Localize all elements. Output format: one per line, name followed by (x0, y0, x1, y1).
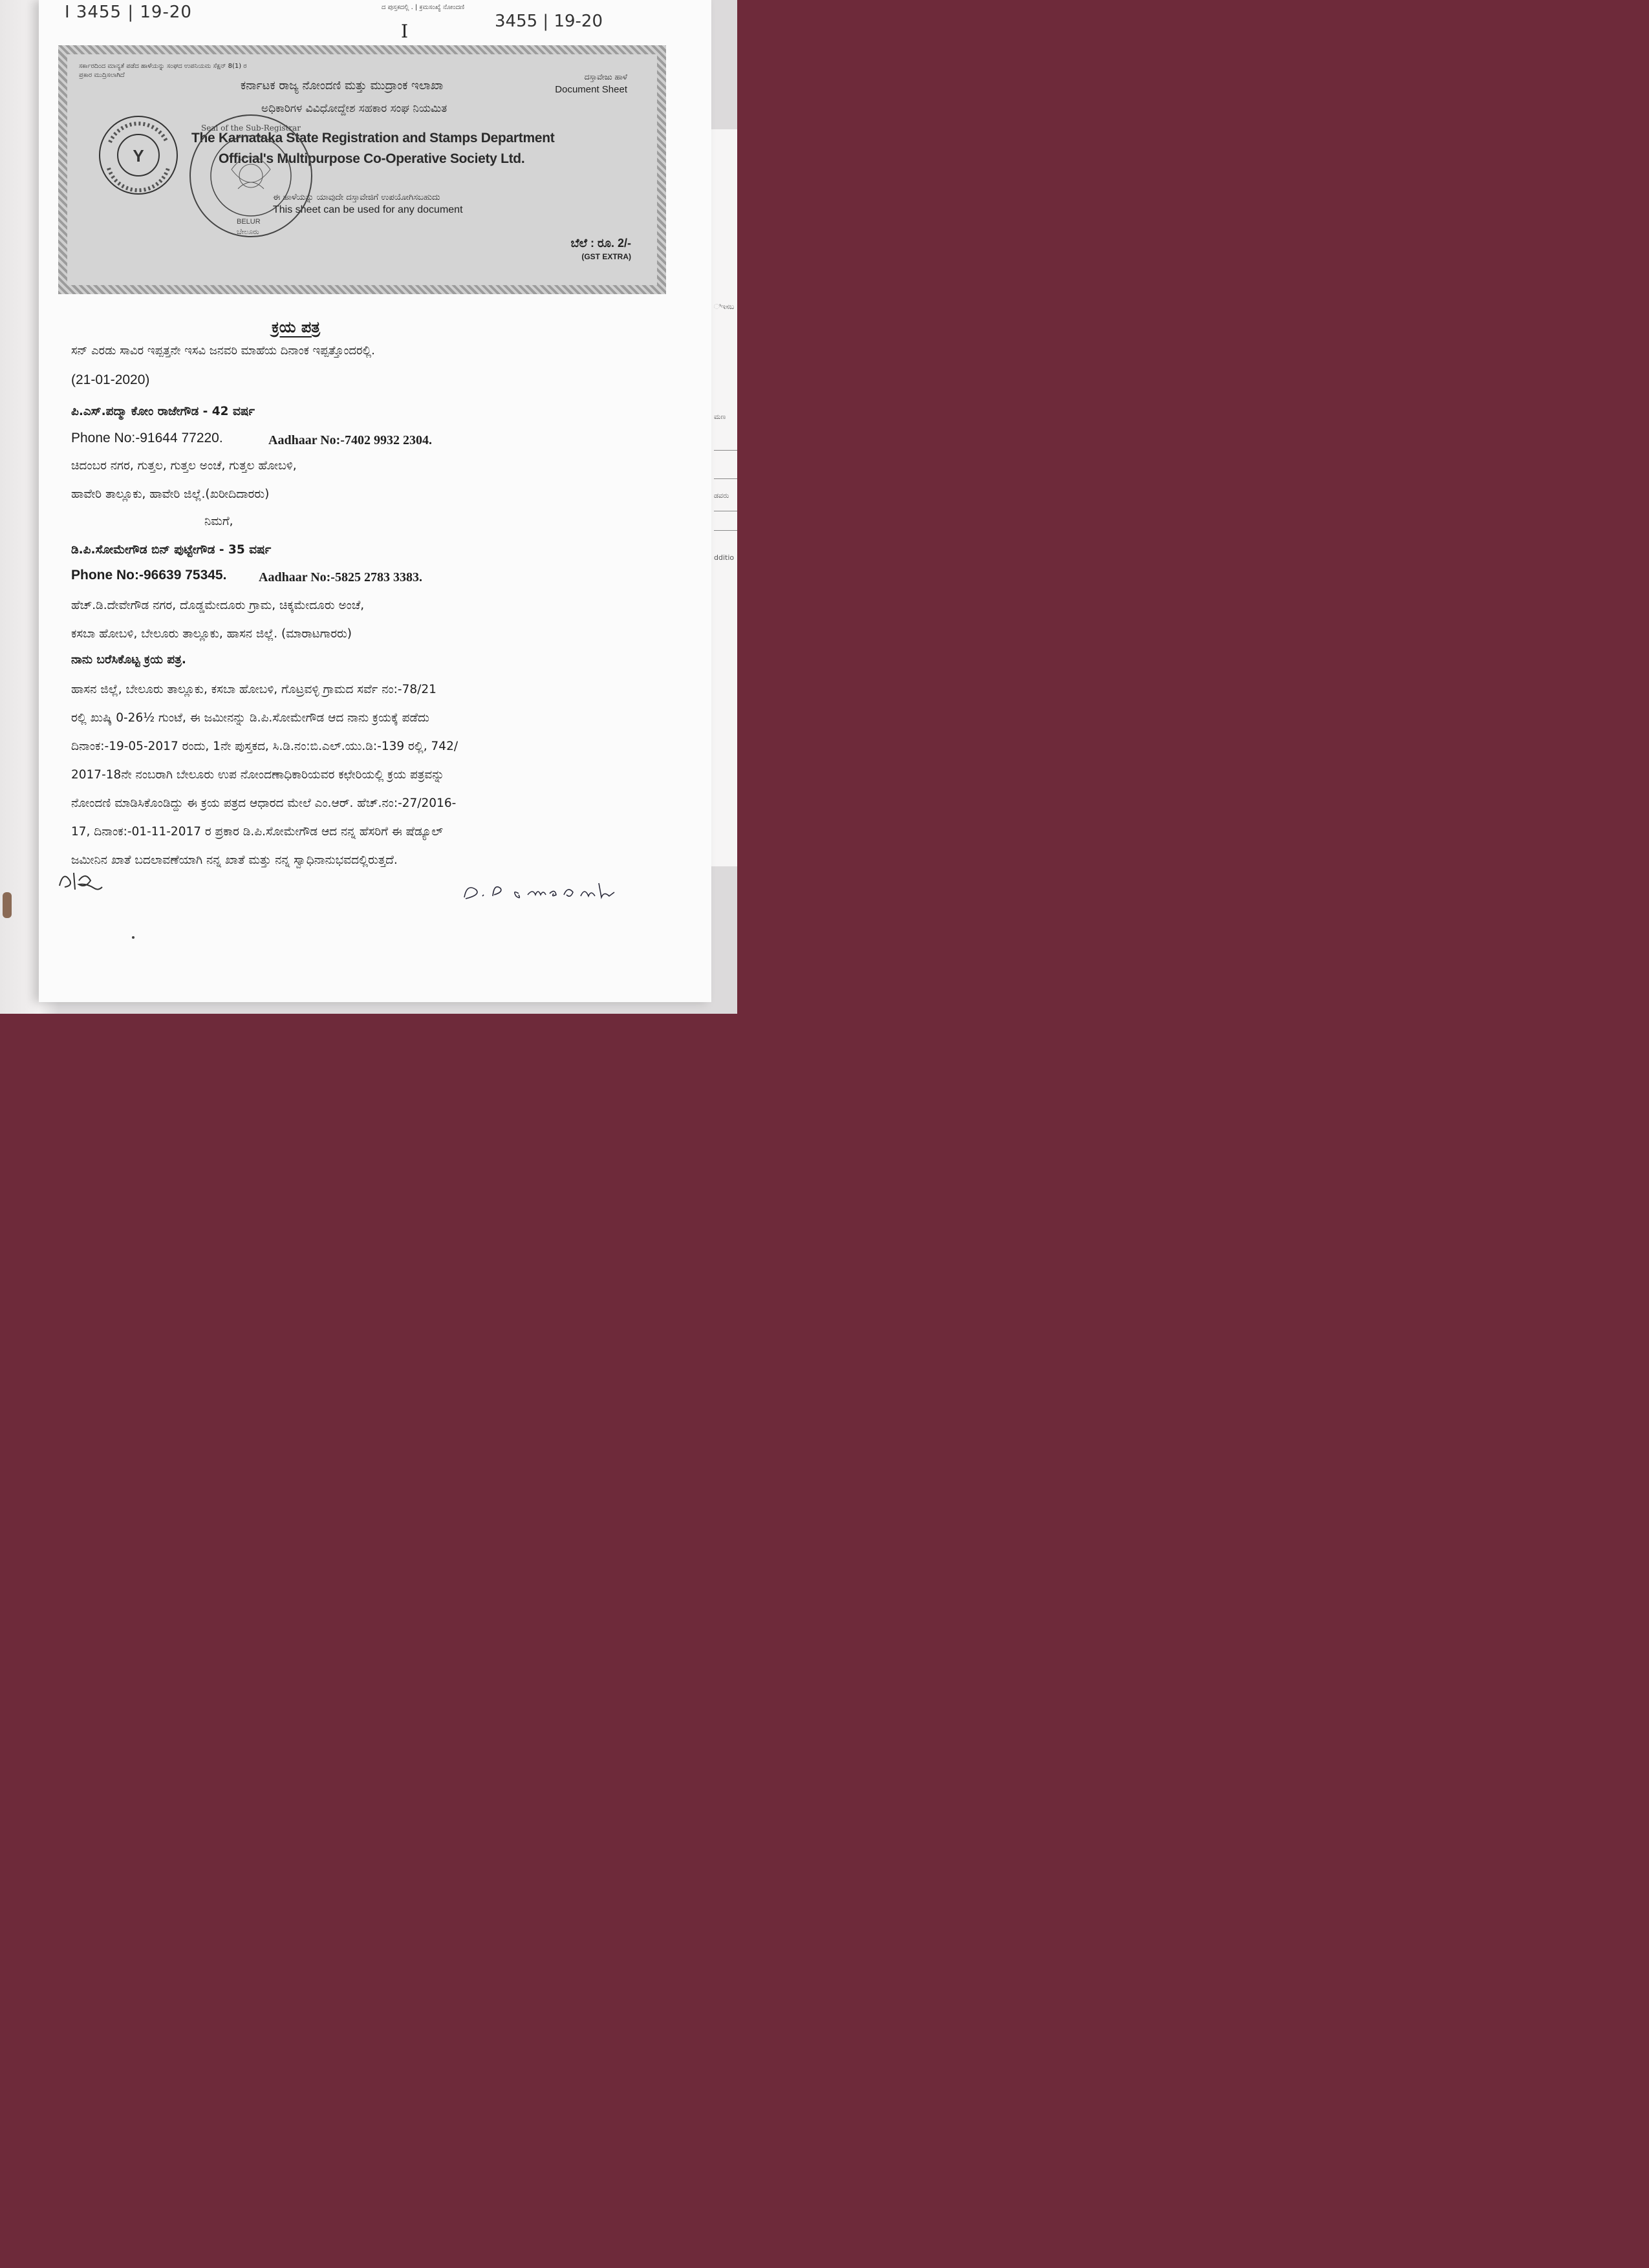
buyer-name: ಪಿ.ಎಸ್.ಪದ್ಮಾ ಕೋಂ ರಾಜೇಗೌಡ - 42 ವರ್ಷ (71, 405, 255, 418)
to-you-label: ನಿಮಗೆ, (204, 515, 233, 528)
buyer-address-1: ಚಿದಂಬರ ನಗರ, ಗುತ್ತಲ, ಗುತ್ತಲ ಅಂಚೆ, ಗುತ್ತಲ ಹೋಬಳಿ, (71, 459, 297, 473)
deed-paragraph-line: 17, ದಿನಾಂಕ:-01-11-2017 ರ ಪ್ರಕಾರ ಡಿ.ಪಿ.ಸೋಮೇಗೌಡ ಆದ ನನ್ನ ಹೆಸರಿಗೆ ಈ ಷೆಡ್ಯೂಲ್ (71, 825, 444, 839)
adjacent-text-fragment: ಮಣ (714, 412, 726, 421)
date-numeric: (21-01-2020) (71, 372, 150, 387)
deed-intro: ನಾನು ಬರೆಸಿಕೊಟ್ಟ ಕ್ರಯ ಪತ್ರ. (71, 653, 186, 667)
adjacent-text-fragment: dditio (714, 553, 735, 562)
usage-note-kannada: ಈ ಹಾಳೆಯನ್ನು ಯಾವುದೇ ದಸ್ತಾವೇಜಿಗೆ ಉಪಯೋಗಿಸಬಹುದು (273, 193, 440, 202)
handwritten-register-number-left: I 3455 | 19-20 (65, 3, 192, 22)
sheet-price: ಬೆಲೆ : ರೂ. 2/- (570, 237, 631, 250)
adjacent-text-fragment: ಡವರು (714, 491, 729, 500)
handwritten-register-number-right: 3455 | 19-20 (495, 12, 603, 31)
paper-speck (132, 936, 135, 939)
date-line: ಸನ್ ಎರಡು ಸಾವಿರ ಇಪ್ಪತ್ತನೇ ಇಸವಿ ಜನವರಿ ಮಾಹೆಯ ದಿನಾಂಕ ಇಪ್ಪತ್ತೊಂದರಲ್ಲಿ. (71, 344, 375, 358)
gst-note: (GST EXTRA) (581, 252, 631, 261)
seller-phone: Phone No:-96639 75345. (71, 568, 227, 583)
seller-signature-icon (460, 877, 622, 905)
buyer-address-2: ಹಾವೇರಿ ತಾಲ್ಲೂಕು, ಹಾವೇರಿ ಜಿಲ್ಲೆ.(ಖರೀದಿದಾರರು) (71, 487, 270, 501)
deed-paragraph-line: 2017-18ನೇ ನಂಬರಾಗಿ ಬೇಲೂರು ಉಪ ನೋಂದಣಾಧಿಕಾರಿಯವರ ಕಛೇರಿಯಲ್ಲಿ ಕ್ರಯ ಪತ್ರವನ್ನು (71, 768, 444, 782)
deed-paragraph-line: ದಿನಾಂಕ:-19-05-2017 ರಂದು, 1ನೇ ಪುಸ್ತಕದ, ಸಿ.ಡಿ.ನಂ:ಬಿ.ಎಲ್.ಯು.ಡಿ:-139 ರಲ್ಲಿ, 742/ (71, 740, 458, 753)
deed-paragraph-line: ಹಾಸನ ಜಿಲ್ಲೆ, ಬೇಲೂರು ತಾಲ್ಲೂಕು, ಕಸಬಾ ಹೋಬಳಿ, ಗೊಟ್ರವಳ್ಳಿ ಗ್ರಾಮದ ಸರ್ವೆ ನಂ:-78/21 (71, 683, 436, 696)
seller-name: ಡಿ.ಪಿ.ಸೋಮೇಗೌಡ ಬಿನ್ ಪುಟ್ಟೇಗೌಡ - 35 ವರ್ಷ (71, 543, 272, 557)
seller-address-2: ಕಸಬಾ ಹೋಬಳಿ, ಬೇಲೂರು ತಾಲ್ಲೂಕು, ಹಾಸನ ಜಿಲ್ಲೆ. (ಮಾರಾಟಗಾರರು) (71, 627, 352, 641)
seal-place: BELUR (237, 218, 261, 226)
deed-paragraph-line: ರಲ್ಲಿ ಖುಷ್ಕಿ 0-26½ ಗುಂಟೆ, ಈ ಜಮೀನನ್ನು ಡಿ.ಪಿ.ಸೋಮೇಗೌಡ ಆದ ನಾನು ಕ್ರಯಕ್ಕೆ ಪಡೆದು (71, 711, 429, 725)
deed-paragraph-line: ಜಮೀನಿನ ಖಾತೆ ಬದಲಾವಣೆಯಾಗಿ ನನ್ನ ಖಾತೆ ಮತ್ತು ನನ್ನ ಸ್ವಾಧಿನಾನುಭವದಲ್ಲಿರುತ್ತದೆ. (71, 853, 398, 867)
adjacent-rule (714, 450, 737, 451)
register-print-label: ದ ಪುಸ್ತಕದಲ್ಲಿ . | ಕ್ರಮಸಂಖ್ಯೆ ನೋಂದಣಿ (382, 4, 465, 11)
adjacent-text-fragment: ಿಇಸಬ (714, 303, 735, 311)
initial-signature-icon (56, 864, 114, 896)
book-number: I (401, 21, 409, 42)
stamp-paper-banner (58, 45, 666, 294)
usage-note: This sheet can be used for any document (273, 204, 463, 215)
adjacent-rule (714, 530, 737, 531)
banner-legal-note: ಸರ್ಕಾರದಿಂದ ಮಾನ್ಯತೆ ಪಡೆದ ಹಾಳೆಯನ್ನು ಸಂಘದ ಉಪನಿಯಮ ಸೆಕ್ಷನ್ 8(1) ರ ಪ್ರಕಾರ ಮುದ್ರಿಸಲಾಗಿದೆ (79, 63, 247, 79)
seal-text: Seal of the Sub-Registrar (200, 123, 301, 133)
sub-registrar-seal-icon (186, 111, 316, 241)
document-sheet-label-kannada: ದಸ್ತಾವೇಜು ಹಾಳೆ (584, 72, 627, 81)
seal-letter: Y (133, 146, 144, 166)
paper-stain (3, 892, 12, 918)
adjacent-sheet (711, 129, 737, 866)
seal-place-kannada: ಬೇಲೂರು (237, 228, 259, 236)
banner-kannada-title: ಕರ್ನಾಟಕ ರಾಜ್ಯ ನೋಂದಣಿ ಮತ್ತು ಮುದ್ರಾಂಕ ಇಲಾಖಾ (241, 79, 444, 92)
banner-kannada-subtitle: ಅಧಿಕಾರಿಗಳ ವಿವಿಧೋದ್ದೇಶ ಸಹಕಾರ ಸಂಘ ನಿಯಮಿತ (261, 102, 447, 115)
banner-english-title: The Karnataka State Registration and Stamps Department (191, 131, 555, 145)
document-sheet-label: Document Sheet (555, 84, 627, 95)
page-title: ಕ್ರಯ ಪತ್ರ (272, 318, 320, 336)
banner-english-subtitle: Official's Multipurpose Co-Operative Society Ltd. (219, 151, 525, 166)
society-seal-icon (97, 114, 180, 197)
buyer-aadhaar: Aadhaar No:-7402 9932 2304. (268, 433, 432, 447)
seller-aadhaar: Aadhaar No:-5825 2783 3383. (259, 570, 422, 584)
deed-paragraph-line: ನೋಂದಣಿ ಮಾಡಿಸಿಕೊಂಡಿದ್ದು ಈ ಕ್ರಯ ಪತ್ರದ ಆಧಾರದ ಮೇಲೆ ಎಂ.ಆರ್. ಹೆಚ್.ನಂ:-27/2016- (71, 797, 457, 810)
adjacent-rule (714, 478, 737, 479)
seller-address-1: ಹೆಚ್.ಡಿ.ದೇವೇಗೌಡ ನಗರ, ದೊಡ್ಡಮೇದೂರು ಗ್ರಾಮ, ಚಿಕ್ಕಮೇದೂರು ಅಂಚೆ, (71, 599, 365, 612)
buyer-phone: Phone No:-91644 77220. (71, 431, 223, 445)
